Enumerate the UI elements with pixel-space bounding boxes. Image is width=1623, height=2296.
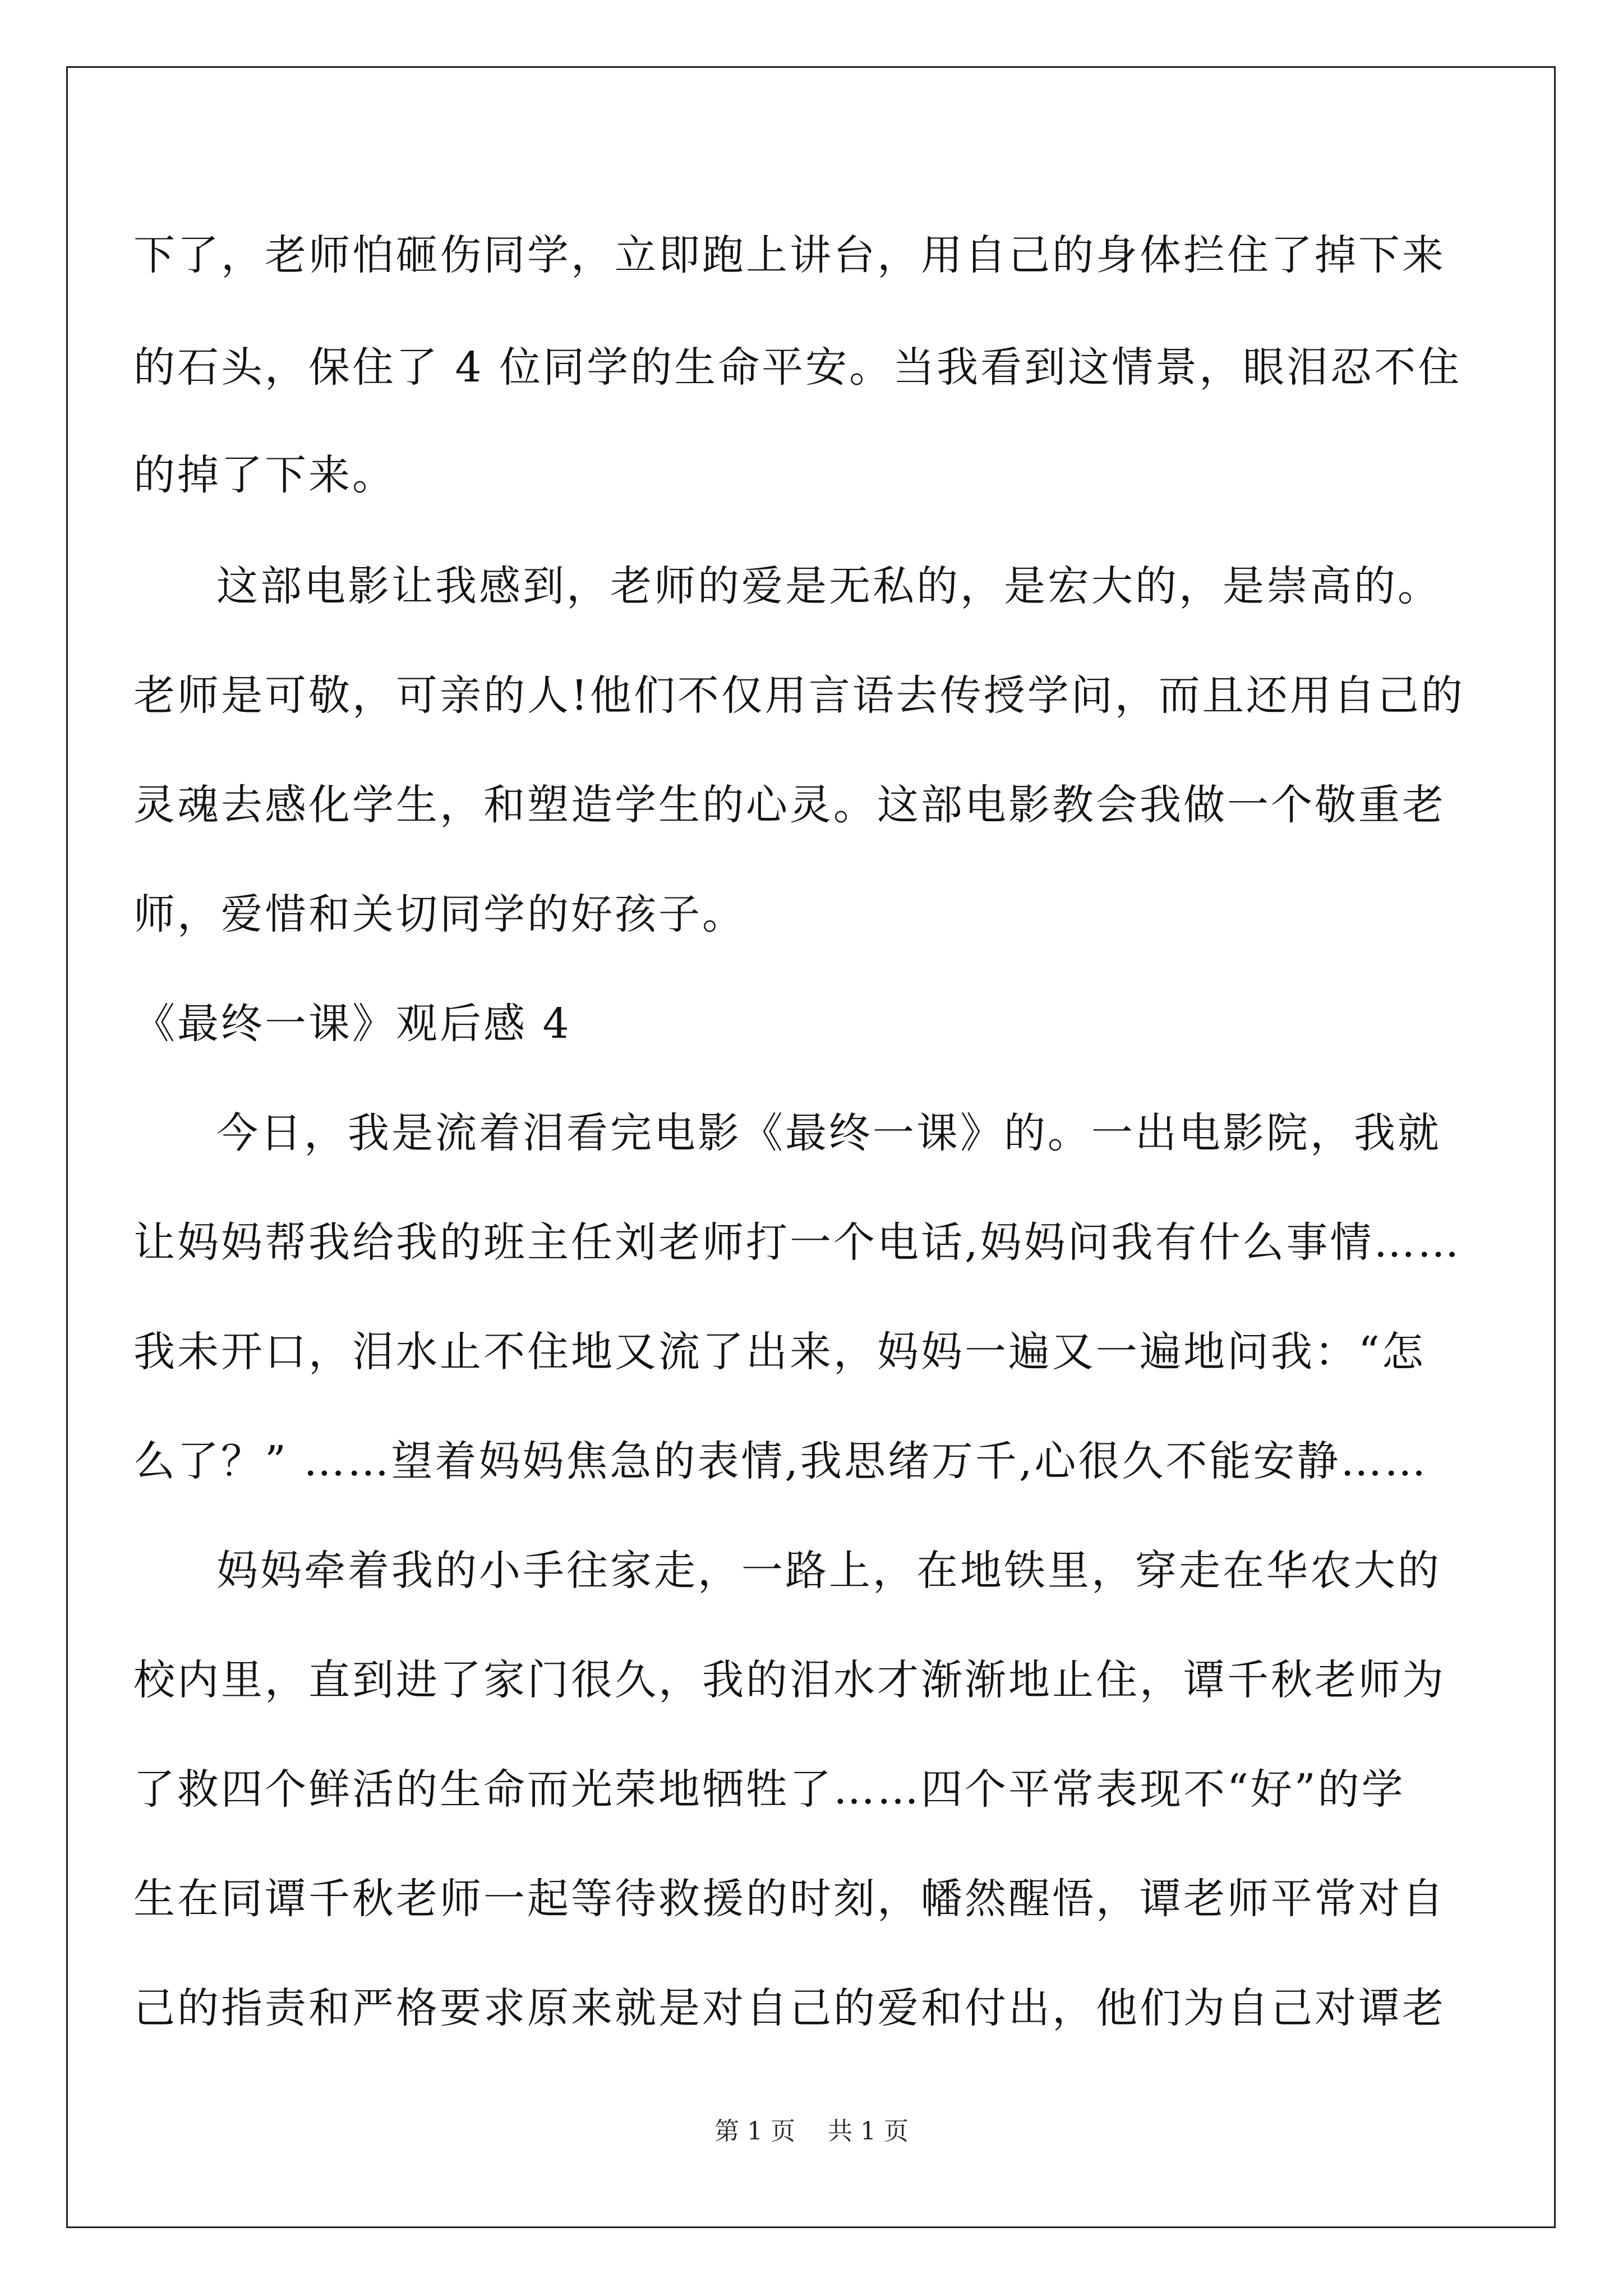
text-line: 己的指责和严格要求原来就是对自己的爱和付出，他们为自己对谭老: [133, 1984, 1446, 2032]
section-heading: 《最终一课》观后感 4: [133, 1000, 571, 1048]
text-line: 么了？” ……望着妈妈焦急的表情,我思绪万千,心很久不能安静……: [133, 1437, 1428, 1485]
text-line: 的石头，保住了 4 位同学的生命平安。当我看到这情景，眼泪忍不住: [133, 343, 1462, 392]
text-line: 生在同谭千秋老师一起等待救援的时刻，幡然醒悟，谭老师平常对自: [133, 1875, 1446, 1923]
text-line: 下了，老师怕砸伤同学，立即跑上讲台，用自己的身体拦住了掉下来: [133, 231, 1446, 279]
text-line: 灵魂去感化学生，和塑造学生的心灵。这部电影教会我做一个敬重老: [133, 781, 1446, 829]
page-number: 第 1 页: [714, 2117, 795, 2146]
paragraph-start-line: 妈妈牵着我的小手往家走，一路上，在地铁里，穿走在华农大的: [216, 1547, 1441, 1595]
text-line: 的掉了下来。: [133, 451, 396, 499]
text-line: 我未开口，泪水止不住地又流了出来，妈妈一遍又一遍地问我：“怎: [133, 1328, 1426, 1376]
text-line: 让妈妈帮我给我的班主任刘老师打一个电话,妈妈问我有什么事情……: [133, 1218, 1461, 1267]
text-line: 校内里，直到进了家门很久，我的泪水才渐渐地止住，谭千秋老师为: [133, 1656, 1446, 1704]
page-footer: [0, 2115, 1623, 2148]
page-total: 共 1 页: [828, 2117, 909, 2146]
paragraph-start-line: 这部电影让我感到，老师的爱是无私的，是宏大的，是崇高的。: [216, 562, 1441, 610]
paragraph-start-line: 今日，我是流着泪看完电影《最终一课》的。一出电影院，我就: [216, 1109, 1441, 1157]
text-line: 老师是可敬，可亲的人!他们不仅用言语去传授学问，而且还用自己的: [133, 671, 1465, 720]
text-line: 师，爱惜和关切同学的好孩子。: [133, 890, 746, 938]
text-line: 了救四个鲜活的生命而光荣地牺牲了……四个平常表现不“好”的学: [133, 1765, 1405, 1814]
